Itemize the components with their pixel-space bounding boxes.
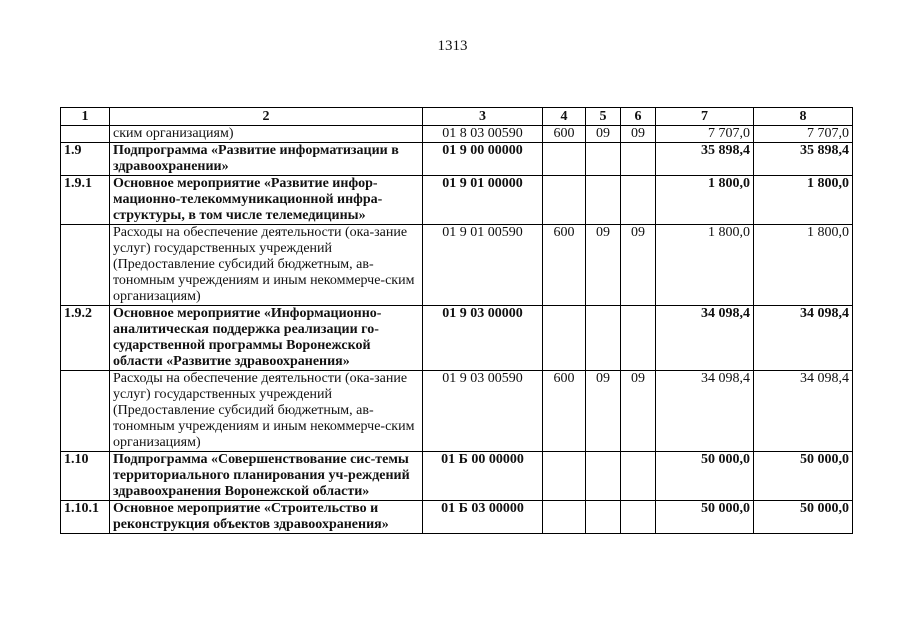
table-row — [61, 371, 853, 452]
description-cell: Подпрограмма «Совершенствование сис-темы территориального планирования уч-реждений здравоохранения Воронежской области» — [110, 452, 423, 501]
table-row — [61, 126, 853, 143]
budget-table — [60, 107, 853, 534]
expense-type-cell: 600 — [543, 126, 586, 143]
amount-cell-1: 1 800,0 — [656, 176, 754, 225]
amount-cell-2: 7 707,0 — [754, 126, 853, 143]
amount-cell-1: 1 800,0 — [656, 225, 754, 306]
page-number: 1313 — [437, 38, 468, 54]
row-number-cell — [61, 126, 110, 143]
subsection-cell — [621, 306, 656, 371]
amount-cell-1: 50 000,0 — [656, 501, 754, 534]
expense-type-cell — [543, 452, 586, 501]
amount-cell-1: 7 707,0 — [656, 126, 754, 143]
table-row — [61, 306, 853, 371]
description-cell: ским организациям) — [110, 126, 423, 143]
subsection-cell: 09 — [621, 126, 656, 143]
row-number-cell: 1.9.2 — [61, 306, 110, 371]
row-number-cell — [61, 371, 110, 452]
expense-type-cell: 600 — [543, 371, 586, 452]
header-cell-6: 6 — [621, 108, 656, 126]
code-cell: 01 9 03 00590 — [423, 371, 543, 452]
section-cell — [586, 501, 621, 534]
subsection-cell: 09 — [621, 225, 656, 306]
header-cell-2: 2 — [110, 108, 423, 126]
amount-cell-1: 34 098,4 — [656, 306, 754, 371]
description-cell: Расходы на обеспечение деятельности (ока-зание услуг) государственных учреждений (Предоставление субсидий бюджетным, ав-тономным учреждениям и иным некоммерче-ским организациям) — [110, 225, 423, 306]
expense-type-cell — [543, 306, 586, 371]
code-cell: 01 Б 03 00000 — [423, 501, 543, 534]
table-row — [61, 225, 853, 306]
header-cell-3: 3 — [423, 108, 543, 126]
expense-type-cell: 600 — [543, 225, 586, 306]
description-cell: Основное мероприятие «Развитие инфор-мационно-телекоммуникационной инфра-структуры, в том числе телемедицины» — [110, 176, 423, 225]
code-cell: 01 9 00 00000 — [423, 143, 543, 176]
expense-type-cell — [543, 501, 586, 534]
section-cell — [586, 143, 621, 176]
section-cell — [586, 452, 621, 501]
subsection-cell — [621, 501, 656, 534]
code-cell: 01 9 03 00000 — [423, 306, 543, 371]
section-cell — [586, 176, 621, 225]
header-cell-4: 4 — [543, 108, 586, 126]
amount-cell-1: 50 000,0 — [656, 452, 754, 501]
subsection-cell: 09 — [621, 371, 656, 452]
description-cell: Основное мероприятие «Информационно-аналитическая поддержка реализации го-сударственной программы Воронежской области «Развитие здравоохранения» — [110, 306, 423, 371]
expense-type-cell — [543, 143, 586, 176]
expense-type-cell — [543, 176, 586, 225]
amount-cell-2: 50 000,0 — [754, 452, 853, 501]
amount-cell-1: 35 898,4 — [656, 143, 754, 176]
table-row — [61, 176, 853, 225]
row-number-cell: 1.10 — [61, 452, 110, 501]
description-cell: Подпрограмма «Развитие информатизации в здравоохранении» — [110, 143, 423, 176]
amount-cell-1: 34 098,4 — [656, 371, 754, 452]
row-number-cell: 1.10.1 — [61, 501, 110, 534]
subsection-cell — [621, 176, 656, 225]
row-number-cell: 1.9 — [61, 143, 110, 176]
section-cell: 09 — [586, 371, 621, 452]
amount-cell-2: 34 098,4 — [754, 306, 853, 371]
table-body — [61, 108, 853, 534]
description-cell: Расходы на обеспечение деятельности (ока-зание услуг) государственных учреждений (Предоставление субсидий бюджетным, ав-тономным учреждениям и иным некоммерче-ским организациям) — [110, 371, 423, 452]
table-row — [61, 143, 853, 176]
header-cell-5: 5 — [586, 108, 621, 126]
code-cell: 01 8 03 00590 — [423, 126, 543, 143]
table-row — [61, 452, 853, 501]
code-cell: 01 9 01 00000 — [423, 176, 543, 225]
section-cell: 09 — [586, 225, 621, 306]
table-header-row — [61, 108, 853, 126]
code-cell: 01 Б 00 00000 — [423, 452, 543, 501]
code-cell: 01 9 01 00590 — [423, 225, 543, 306]
subsection-cell — [621, 452, 656, 501]
row-number-cell — [61, 225, 110, 306]
table-row — [61, 501, 853, 534]
row-number-cell: 1.9.1 — [61, 176, 110, 225]
header-cell-8: 8 — [754, 108, 853, 126]
amount-cell-2: 1 800,0 — [754, 176, 853, 225]
header-cell-7: 7 — [656, 108, 754, 126]
description-cell: Основное мероприятие «Строительство и реконструкция объектов здравоохранения» — [110, 501, 423, 534]
amount-cell-2: 34 098,4 — [754, 371, 853, 452]
header-cell-1: 1 — [61, 108, 110, 126]
section-cell — [586, 306, 621, 371]
subsection-cell — [621, 143, 656, 176]
amount-cell-2: 35 898,4 — [754, 143, 853, 176]
section-cell: 09 — [586, 126, 621, 143]
amount-cell-2: 1 800,0 — [754, 225, 853, 306]
amount-cell-2: 50 000,0 — [754, 501, 853, 534]
